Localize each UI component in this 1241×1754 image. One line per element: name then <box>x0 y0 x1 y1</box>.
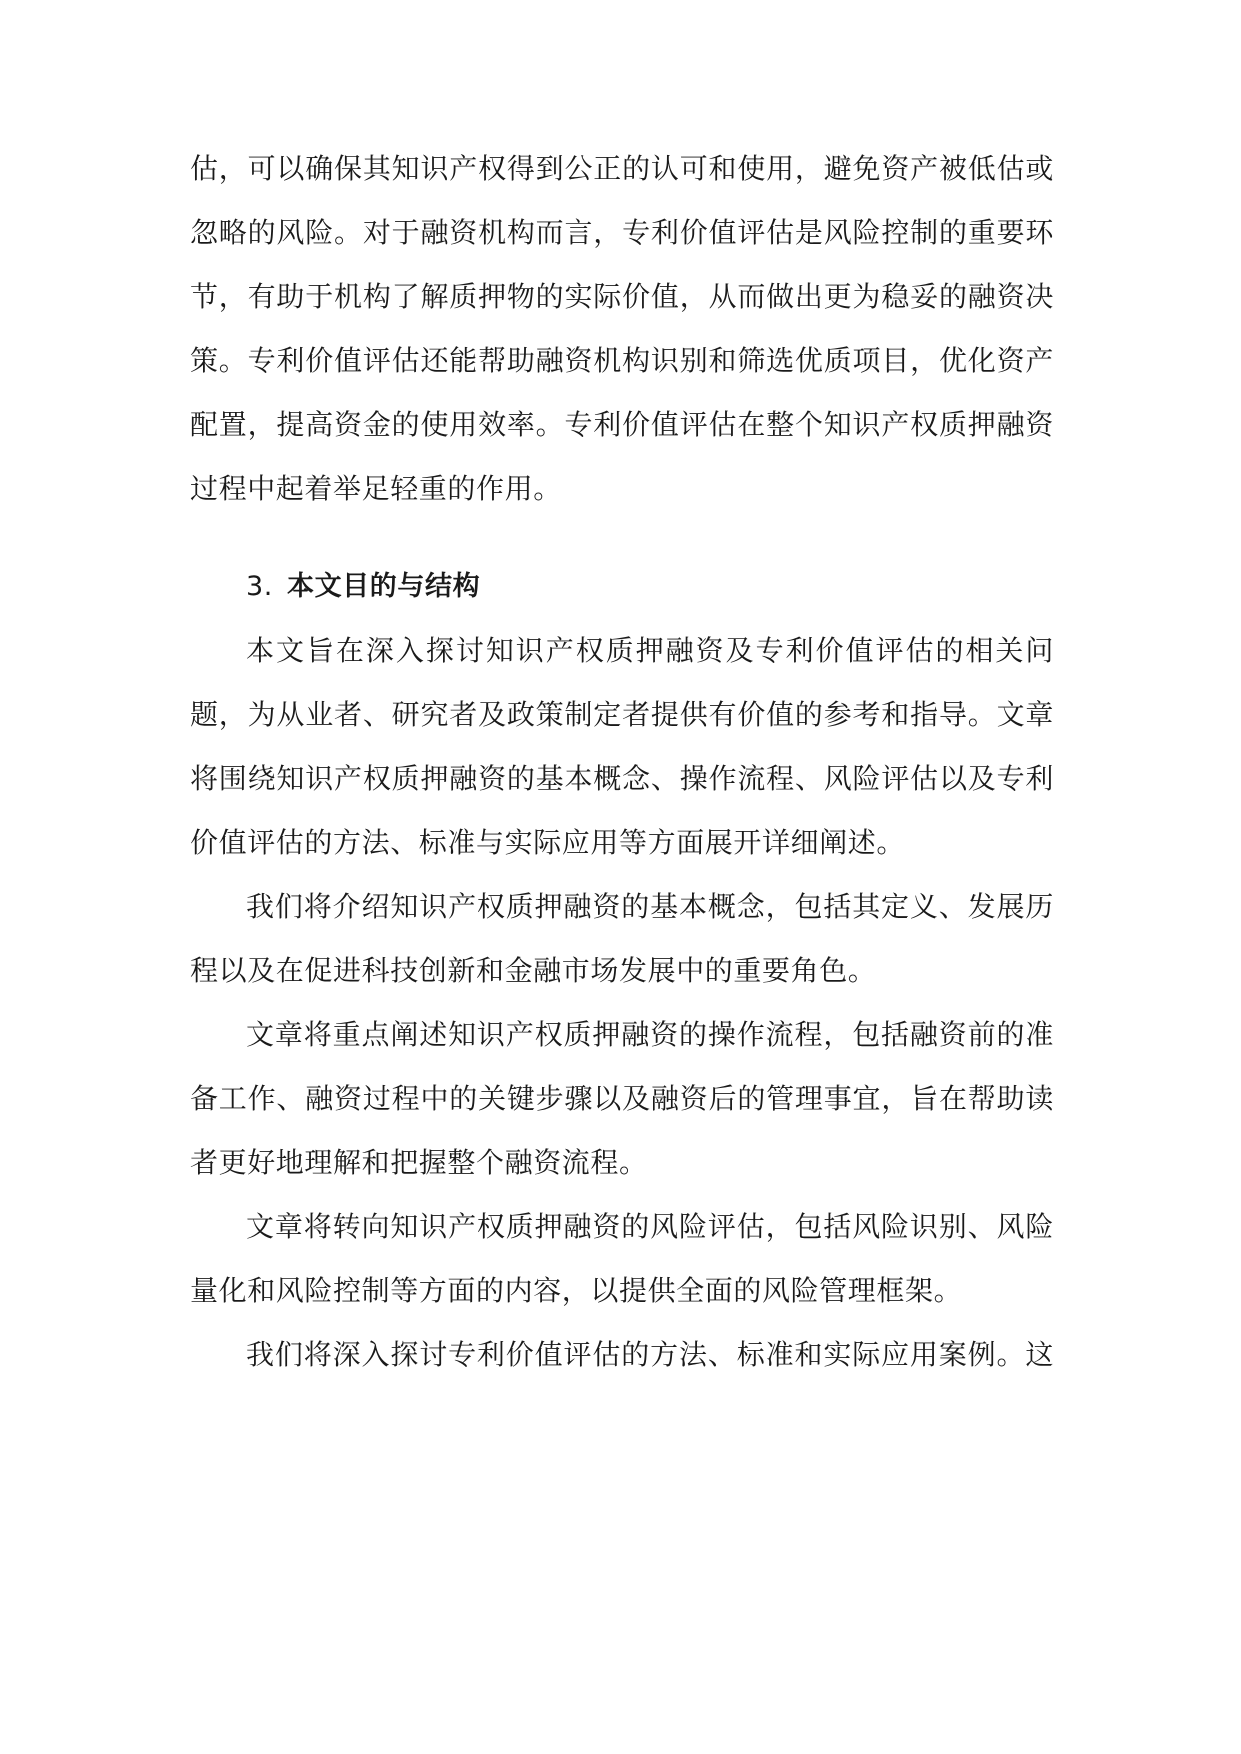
paragraph-4 <box>190 1003 1054 1195</box>
text-line: 程以及在促进科技创新和金融市场发展中的重要角色。 <box>190 954 877 987</box>
text-line: 者更好地理解和把握整个融资流程。 <box>190 1146 648 1179</box>
text-line: 忽略的风险。对于融资机构而言，专利价值评估是风险控制的重要环 <box>190 216 1054 249</box>
text-line: 量化和风险控制等方面的内容，以提供全面的风险管理框架。 <box>190 1274 963 1307</box>
text-line: 估，可以确保其知识产权得到公正的认可和使用，避免资产被低估或 <box>190 152 1054 185</box>
text-line: 策。专利价值评估还能帮助融资机构识别和筛选优质项目，优化资产 <box>190 344 1054 377</box>
text-line: 题，为从业者、研究者及政策制定者提供有价值的参考和指导。文章 <box>190 698 1054 731</box>
text-line: 备工作、融资过程中的关键步骤以及融资后的管理事宜，旨在帮助读 <box>190 1082 1054 1115</box>
text-line: 过程中起着举足轻重的作用。 <box>190 472 562 505</box>
text-line: 我们将介绍知识产权质押融资的基本概念，包括其定义、发展历 <box>246 890 1054 923</box>
text-line: 我们将深入探讨专利价值评估的方法、标准和实际应用案例。这 <box>246 1338 1054 1371</box>
paragraph-3 <box>190 875 1054 1003</box>
section-number: 3. <box>246 571 273 602</box>
document-body <box>190 137 1054 1387</box>
paragraph-1 <box>190 137 1054 521</box>
paragraph-5 <box>190 1195 1054 1323</box>
section-title: 本文目的与结构 <box>286 571 481 602</box>
text-line: 将围绕知识产权质押融资的基本概念、操作流程、风险评估以及专利 <box>190 762 1054 795</box>
text-line: 配置，提高资金的使用效率。专利价值评估在整个知识产权质押融资 <box>190 408 1054 441</box>
text-line: 文章将重点阐述知识产权质押融资的操作流程，包括融资前的准 <box>246 1018 1054 1051</box>
text-line: 节，有助于机构了解质押物的实际价值，从而做出更为稳妥的融资决 <box>190 280 1054 313</box>
text-line: 本文旨在深入探讨知识产权质押融资及专利价值评估的相关问 <box>246 634 1054 667</box>
section-heading <box>190 555 1054 619</box>
text-line: 价值评估的方法、标准与实际应用等方面展开详细阐述。 <box>190 826 906 859</box>
paragraph-6 <box>190 1323 1054 1387</box>
paragraph-2 <box>190 619 1054 875</box>
text-line: 文章将转向知识产权质押融资的风险评估，包括风险识别、风险 <box>246 1210 1054 1243</box>
